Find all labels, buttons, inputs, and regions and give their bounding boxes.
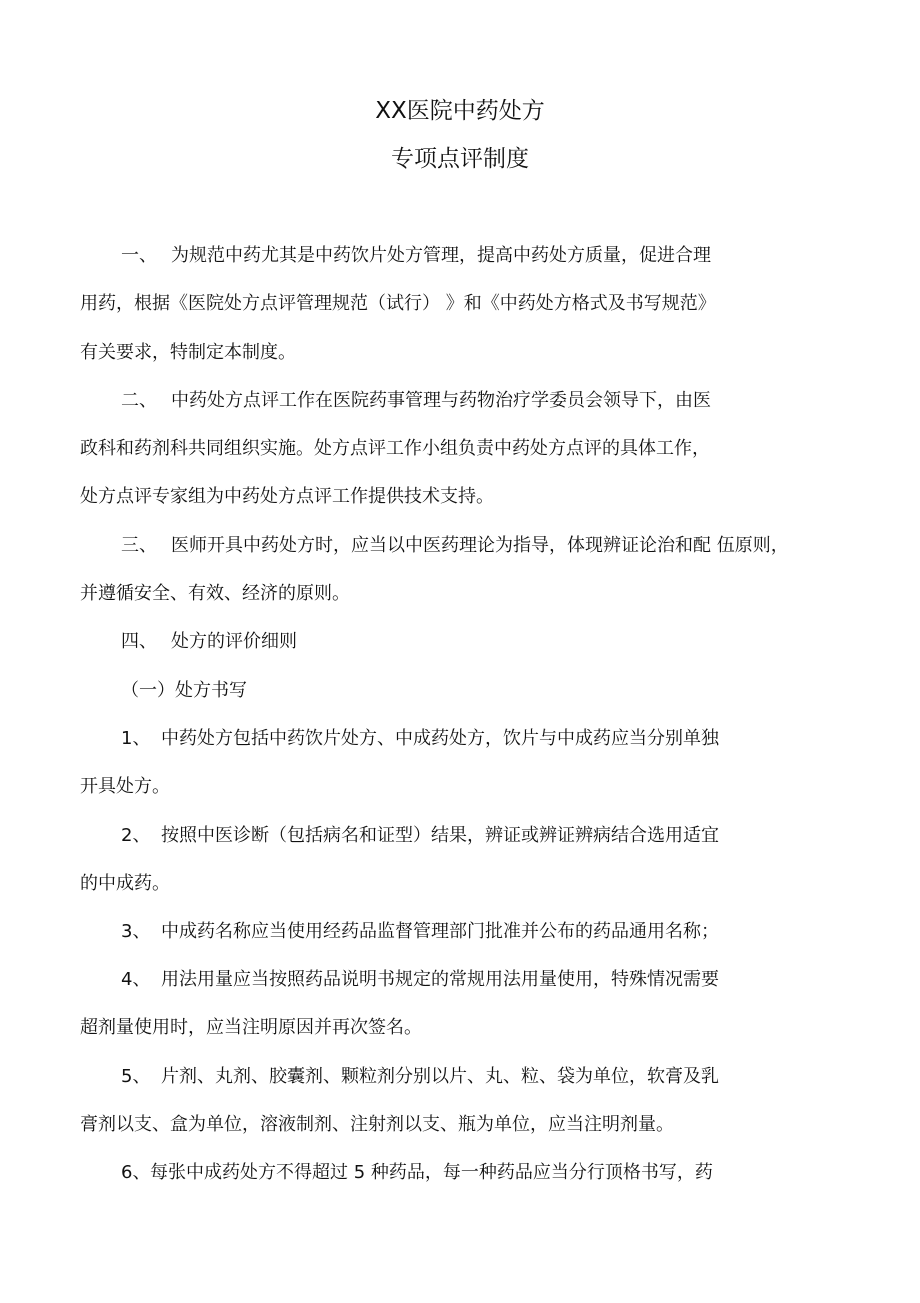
paragraph-line: 处方点评专家组为中药处方点评工作提供技术支持。: [80, 486, 494, 507]
paragraph-line: 中药处方点评工作在医院药事管理与药物治疗学委员会领导下，由医: [171, 390, 711, 411]
paragraph-line: 用法用量应当按照药品说明书规定的常规用法用量使用，特殊情况需要: [161, 969, 719, 990]
paragraph-line: 中药处方包括中药饮片处方、中成药处方，饮片与中成药应当分别单独: [161, 728, 719, 749]
item-marker: 2、: [121, 825, 151, 846]
paragraph-line: 并遵循安全、有效、经济的原则。: [80, 583, 350, 604]
document-title-line-2: 专项点评制度: [391, 146, 529, 172]
paragraph-marker: 二、: [121, 390, 157, 411]
paragraph-line: 超剂量使用时，应当注明原因并再次签名。: [80, 1017, 422, 1038]
document-title-line-1: XX医院中药处方: [375, 98, 545, 124]
paragraph-marker: 三、: [121, 535, 157, 556]
paragraph-line: 为规范中药尤其是中药饮片处方管理，提高中药处方质量，促进合理: [171, 245, 711, 266]
paragraph-line: 政科和药剂科共同组织实施。处方点评工作小组负责中药处方点评的具体工作，: [80, 438, 710, 459]
paragraph-line: 处方的评价细则: [171, 631, 297, 652]
paragraph-line: 膏剂以支、盒为单位，溶液制剂、注射剂以支、瓶为单位，应当注明剂量。: [80, 1114, 674, 1135]
paragraph-line: 按照中医诊断（包括病名和证型）结果，辨证或辨证辨病结合选用适宜: [161, 825, 719, 846]
paragraph-marker: 四、: [121, 631, 157, 652]
paragraph-line: 片剂、丸剂、胶囊剂、颗粒剂分别以片、丸、粒、袋为单位，软膏及乳: [161, 1066, 719, 1087]
paragraph-line: 有关要求，特制定本制度。: [80, 342, 296, 363]
item-marker: 6、: [121, 1162, 151, 1183]
paragraph-line: 每张中成药处方不得超过 5 种药品，每一种药品应当分行顶格书写，药: [150, 1162, 713, 1183]
paragraph-marker: 一、: [121, 245, 157, 266]
item-marker: 5、: [121, 1066, 151, 1087]
paragraph-line: 中成药名称应当使用经药品监督管理部门批准并公布的药品通用名称；: [161, 921, 719, 942]
section-heading: （一）处方书写: [121, 680, 247, 701]
item-marker: 4、: [121, 969, 151, 990]
item-marker: 1、: [121, 728, 151, 749]
paragraph-line: 医师开具中药处方时，应当以中医药理论为指导，体现辨证论治和配 伍原则，: [171, 535, 789, 556]
paragraph-line: 用药，根据《医院处方点评管理规范（试行） 》和《中药处方格式及书写规范》: [80, 293, 716, 314]
paragraph-line: 开具处方。: [80, 776, 170, 797]
item-marker: 3、: [121, 921, 151, 942]
paragraph-line: 的中成药。: [80, 873, 170, 894]
